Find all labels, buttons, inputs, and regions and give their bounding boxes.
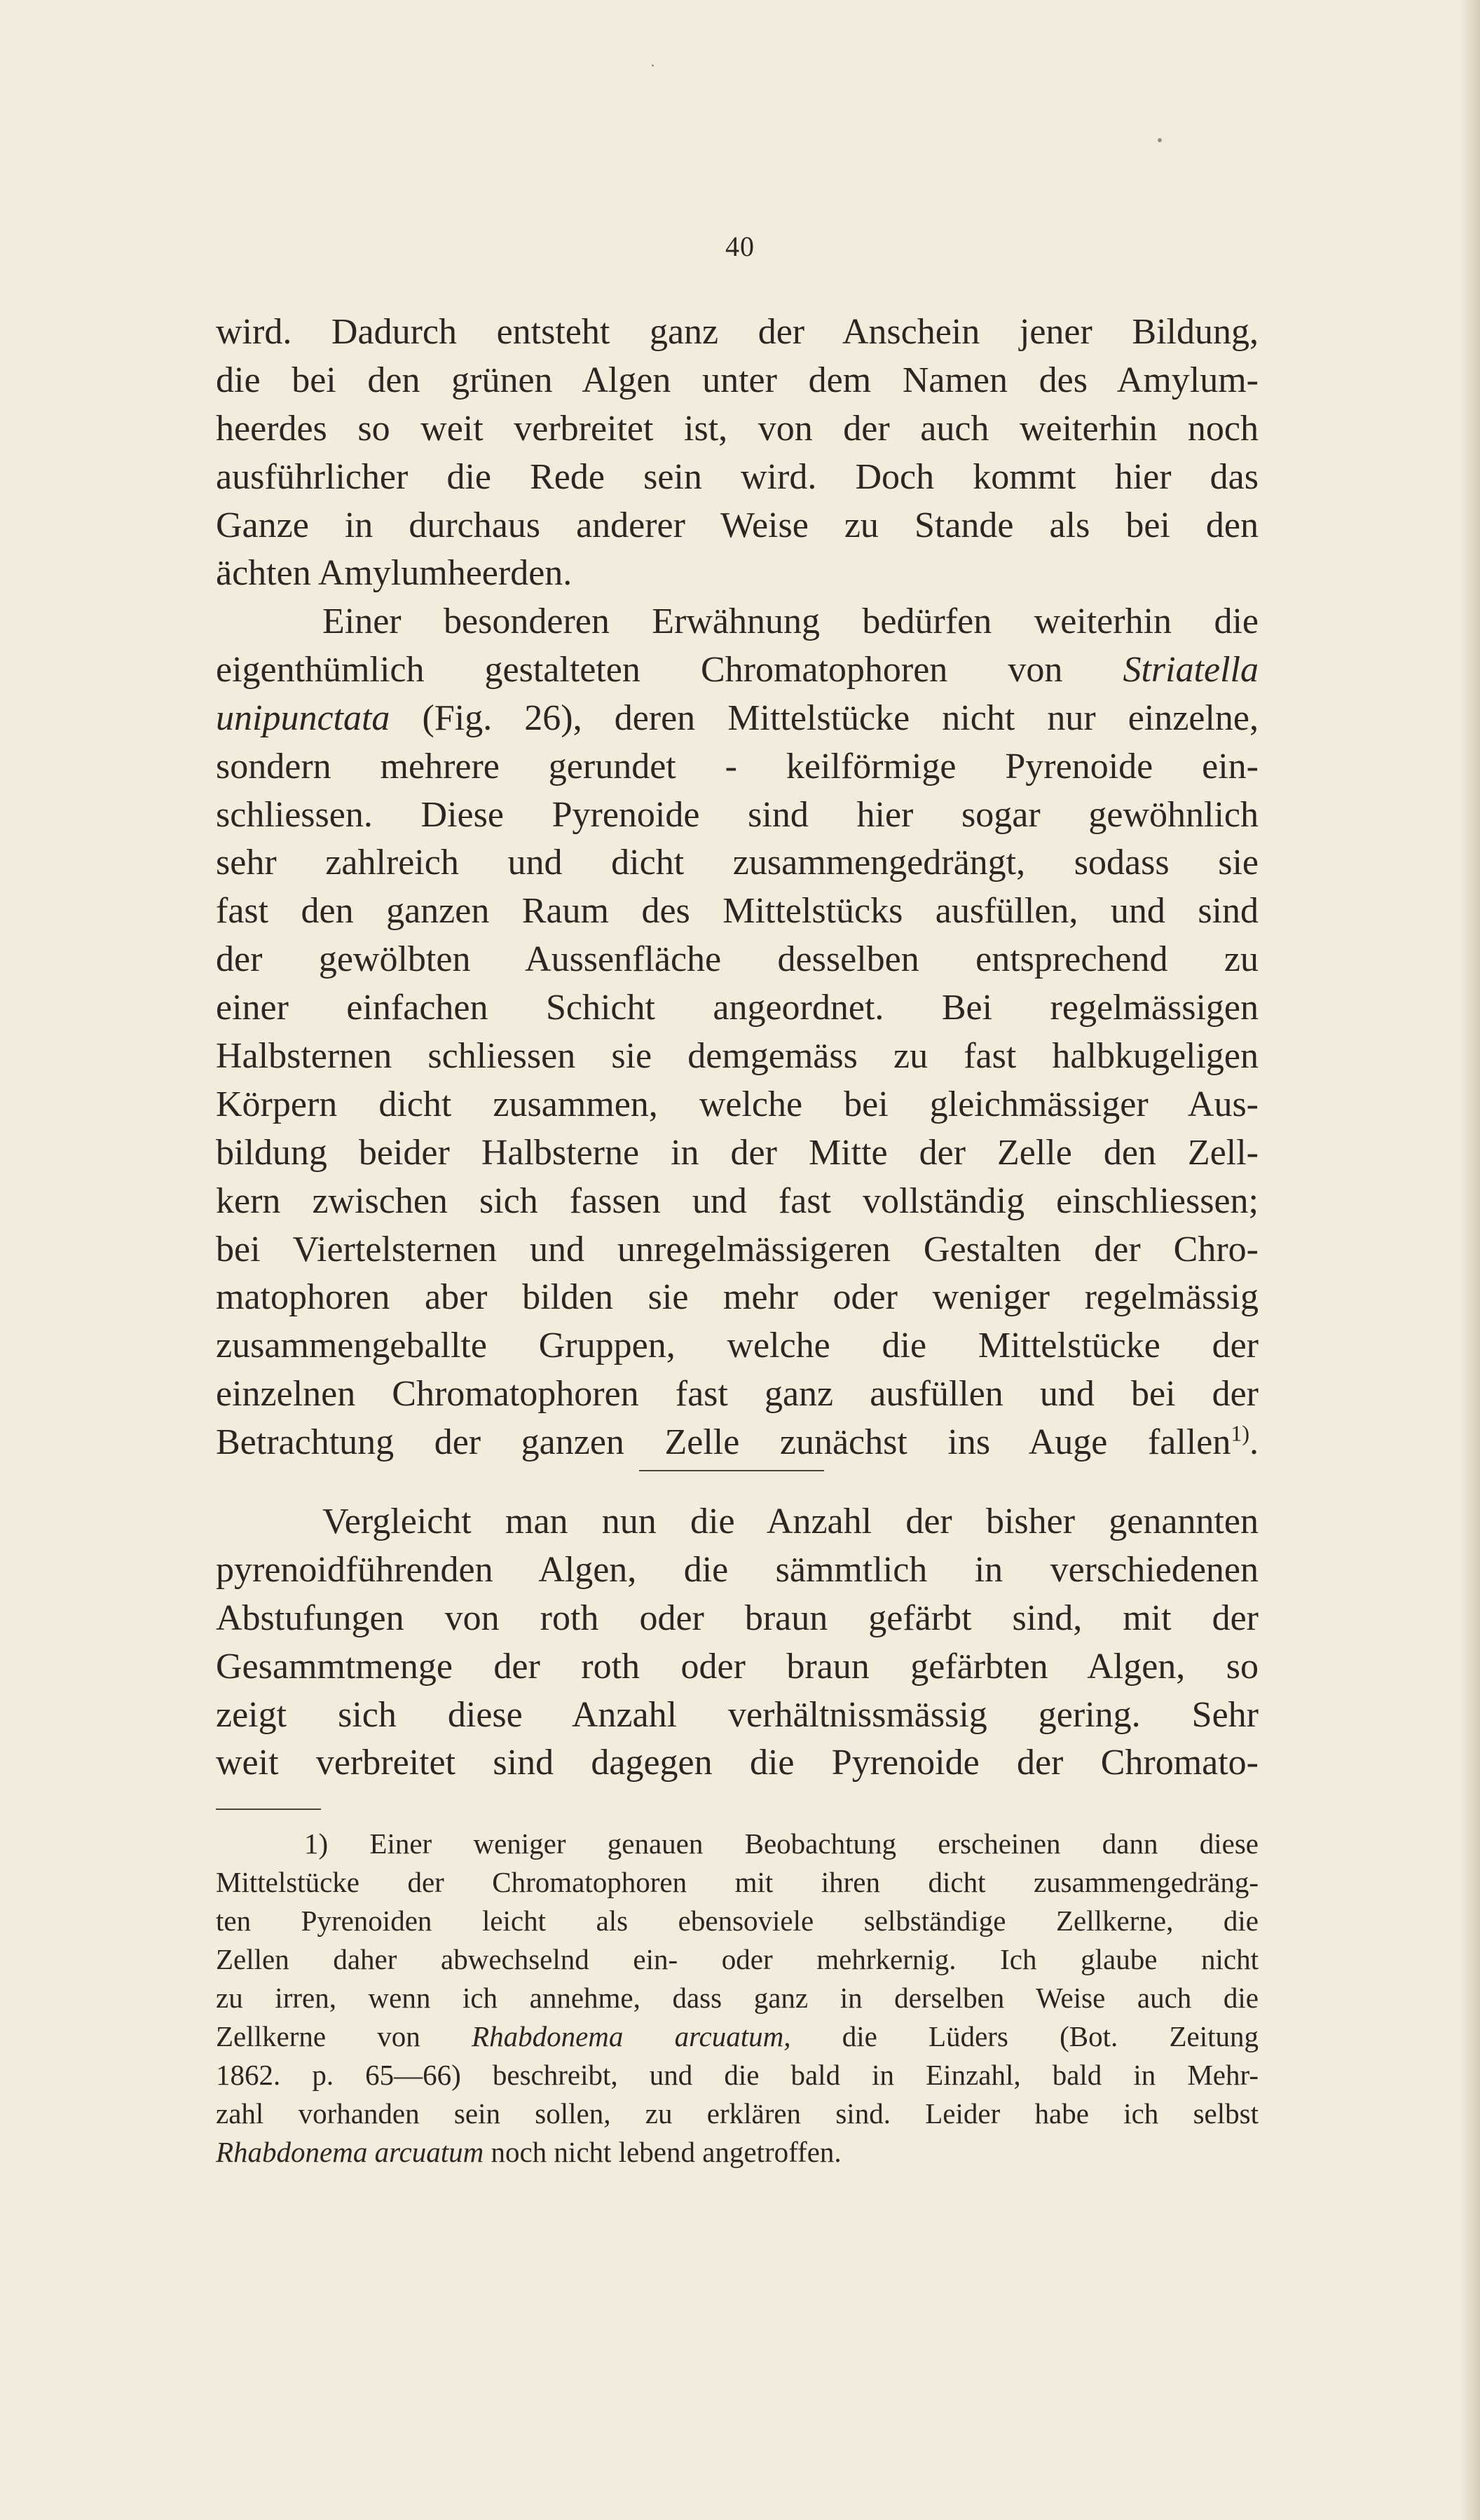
- text-span: Betrachtung der ganzen Zelle zunächst ins Auge fallen: [216, 1422, 1231, 1463]
- paragraph-3: [216, 1498, 1259, 1787]
- text-span: (Fig. 26), deren Mittelstücke nicht nur einzelne,: [390, 697, 1259, 738]
- text-line: heerdes so weit verbreitet ist, von der auch weiterhin noch: [216, 408, 1259, 449]
- text-line: ächten Amylumheerden.: [216, 553, 573, 594]
- text-line: bildung beider Halbsterne in der Mitte der Zelle den Zell-: [216, 1132, 1259, 1173]
- page-edge-shadow: [1460, 0, 1480, 2520]
- footnote-line: Mittelstücke der Chromatophoren mit ihren dicht zusammengedräng-: [216, 1866, 1259, 1898]
- text-line: sondern mehrere gerundet - keilförmige Pyrenoide ein-: [216, 746, 1259, 786]
- text-line: fast den ganzen Raum des Mittelstücks ausfüllen, und sind: [216, 891, 1259, 932]
- text-line: Halbsternen schliessen sie demgemäss zu fast halbkugeligen: [216, 1036, 1259, 1077]
- species-name: Rhabdonema arcuatum: [216, 2136, 484, 2168]
- footnote-line: 1862. p. 65—66) beschreibt, und die bald in Einzahl, bald in Mehr-: [216, 2059, 1259, 2091]
- text-line: einzelnen Chromatophoren fast ganz ausfüllen und bei der: [216, 1374, 1259, 1415]
- footnote-line: [216, 2017, 1259, 2056]
- text-span: noch nicht lebend angetroffen.: [484, 2136, 842, 2168]
- text-line: zeigt sich diese Anzahl verhältnissmässig gering. Sehr: [216, 1694, 1259, 1735]
- footnote: [216, 1825, 1259, 2172]
- text-line: bei Viertelsternen und unregelmässigeren Gestalten der Chro-: [216, 1229, 1259, 1269]
- text-span: Zellkerne von: [216, 2020, 472, 2052]
- text-line: Einer besonderen Erwähnung bedürfen weiterhin die: [322, 601, 1259, 641]
- paragraph-1: [216, 308, 1259, 598]
- text-line: [216, 695, 1259, 743]
- paragraph-2: [216, 598, 1259, 1467]
- paper-speck: [652, 64, 654, 67]
- text-line: schliessen. Diese Pyrenoide sind hier sogar gewöhnlich: [216, 794, 1259, 835]
- text-line: Ganze in durchaus anderer Weise zu Stande als bei den: [216, 505, 1259, 545]
- species-name: Rhabdonema arcuatum,: [472, 2020, 791, 2052]
- text-line: die bei den grünen Algen unter dem Namen des Amylum-: [216, 360, 1259, 400]
- footnote-line: Zellen daher abwechselnd ein- oder mehrkernig. Ich glaube nicht: [216, 1943, 1259, 1975]
- text-line: matophoren aber bilden sie mehr oder weniger regelmässig: [216, 1277, 1259, 1318]
- footnote-line: ten Pyrenoiden leicht als ebensoviele selbständige Zellkerne, die: [216, 1905, 1259, 1937]
- footnote-line: [216, 2133, 1259, 2172]
- text-span: .: [1249, 1422, 1259, 1463]
- footnote-line: zahl vorhanden sein sollen, zu erklären sind. Leider habe ich selbst: [216, 2097, 1259, 2130]
- text-line: sehr zahlreich und dicht zusammengedrängt, sodass sie: [216, 843, 1259, 883]
- text-line: ausführlicher die Rede sein wird. Doch kommt hier das: [216, 456, 1259, 497]
- footnote-rule: [216, 1809, 321, 1810]
- text-line: [216, 1419, 1259, 1467]
- footnote-line: 1) Einer weniger genauen Beobachtung erscheinen dann diese: [304, 1827, 1259, 1860]
- text-span: die Lüders (Bot. Zeitung: [790, 2020, 1259, 2052]
- paper-speck: [1158, 138, 1162, 142]
- text-line: pyrenoidführenden Algen, die sämmtlich in verschiedenen: [216, 1549, 1259, 1590]
- text-line: kern zwischen sich fassen und fast vollständig einschliessen;: [216, 1180, 1259, 1221]
- footnote-reference[interactable]: 1): [1231, 1420, 1249, 1446]
- section-divider: [639, 1470, 824, 1471]
- text-line: Vergleicht man nun die Anzahl der bisher genannten: [322, 1501, 1259, 1541]
- species-name: Striatella: [1123, 649, 1259, 690]
- text-line: wird. Dadurch entsteht ganz der Anschein jener Bildung,: [216, 312, 1259, 352]
- text-line: Körpern dicht zusammen, welche bei gleichmässiger Aus-: [216, 1084, 1259, 1124]
- text-line: Gesammtmenge der roth oder braun gefärbten Algen, so: [216, 1646, 1259, 1687]
- text-line: [216, 646, 1259, 695]
- text-span: eigenthümlich gestalteten Chromatophoren von: [216, 649, 1063, 690]
- page-number: 40: [725, 231, 755, 262]
- text-line: Abstufungen von roth oder braun gefärbt sind, mit der: [216, 1598, 1259, 1638]
- text-line: der gewölbten Aussenfläche desselben entsprechend zu: [216, 939, 1259, 980]
- text-line: weit verbreitet sind dagegen die Pyrenoide der Chromato-: [216, 1743, 1259, 1783]
- species-name: unipunctata: [216, 697, 390, 738]
- text-line: einer einfachen Schicht angeordnet. Bei regelmässigen: [216, 988, 1259, 1028]
- footnote-line: zu irren, wenn ich annehme, dass ganz in derselben Weise auch die: [216, 1982, 1259, 2014]
- text-line: zusammengeballte Gruppen, welche die Mittelstücke der: [216, 1326, 1259, 1366]
